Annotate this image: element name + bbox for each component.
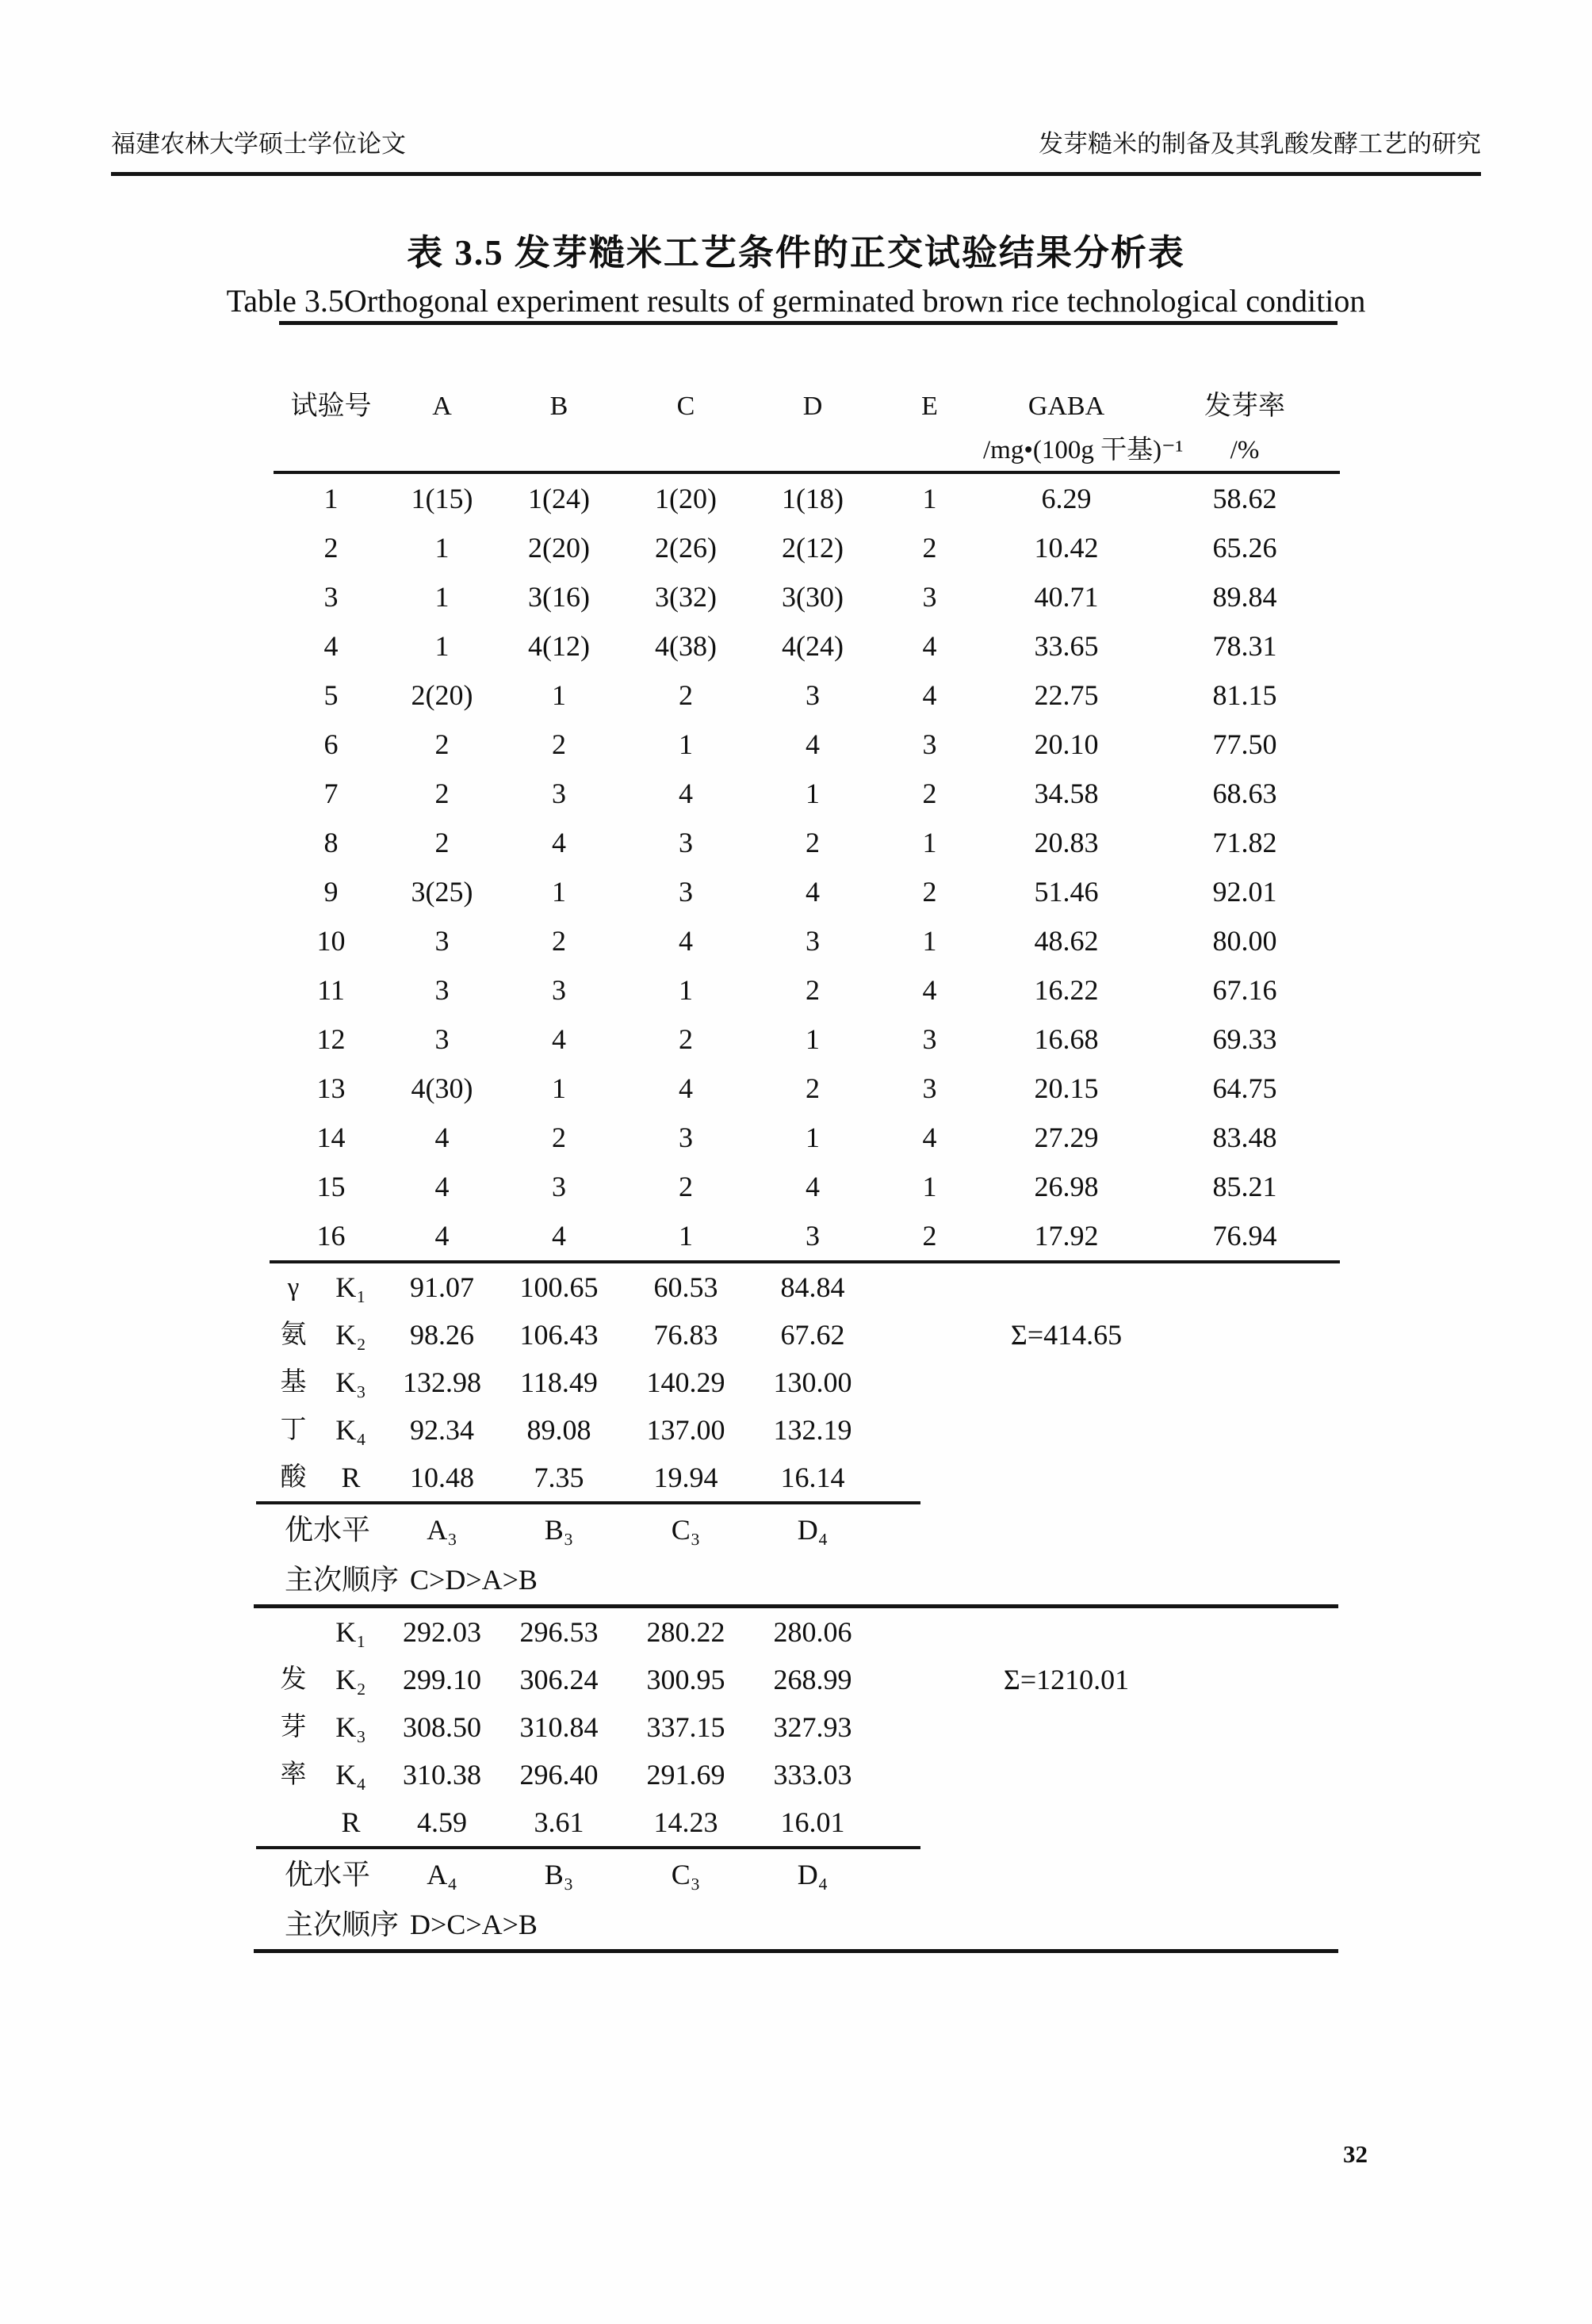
stat-value-cell: 19.94 (653, 1462, 718, 1493)
sigma-cell (983, 1359, 1150, 1406)
stat-row (274, 1359, 1340, 1406)
value-cell: 2 (552, 1122, 566, 1153)
value-cell: 1 (552, 1072, 566, 1104)
value-cell: 4(24) (782, 630, 844, 662)
empty-cell (1150, 1454, 1340, 1501)
value-cell: 2 (806, 827, 820, 858)
value-cell: 4 (679, 1072, 693, 1104)
stat-value-cell: 140.29 (646, 1366, 725, 1398)
table-row (274, 1162, 1340, 1211)
empty-cell (876, 1406, 983, 1454)
stat-value-cell: 16.14 (780, 1462, 845, 1493)
k-label: K₃ (335, 1711, 366, 1743)
sigma-cell (983, 1703, 1150, 1751)
header-left-text: 福建农林大学硕士学位论文 (111, 130, 406, 158)
stat-value-cell: 300.95 (646, 1664, 725, 1695)
stat-value-cell: 327.93 (773, 1711, 852, 1743)
value-cell: 20.83 (1034, 827, 1099, 858)
table-row (274, 720, 1340, 769)
trial-number-cell: 6 (323, 728, 339, 760)
value-cell: 1 (806, 1122, 820, 1153)
title-rule (279, 321, 1338, 325)
value-cell: 3 (922, 581, 937, 613)
value-cell: 4(30) (411, 1072, 473, 1104)
trial-number-cell: 5 (323, 679, 339, 711)
value-cell: 2 (679, 1171, 693, 1202)
value-cell: 3 (434, 1023, 450, 1055)
stat-value-cell: 310.84 (519, 1711, 599, 1743)
value-cell: 3(32) (655, 581, 717, 613)
sigma-cell (983, 1798, 1150, 1846)
k-label: K₃ (335, 1366, 366, 1398)
table-body (274, 474, 1340, 1260)
value-cell: 78.31 (1212, 630, 1277, 662)
stat-value-cell: 291.69 (646, 1759, 725, 1791)
value-cell: 3(16) (528, 581, 590, 613)
stat-row (274, 1406, 1340, 1454)
empty-cell (1150, 1359, 1340, 1406)
trial-number-cell: 15 (316, 1171, 346, 1202)
order-value: D>C>A>B (410, 1909, 538, 1940)
section-vertical-label-char: 丁 (280, 1416, 307, 1444)
germination-unit-label: /% (1230, 436, 1260, 464)
gaba-unit-label: /mg•(100g 干基)⁻¹ (983, 436, 1184, 464)
stat-value-cell: 92.34 (410, 1414, 474, 1446)
value-cell: 4 (922, 679, 937, 711)
stat-value-cell: 4.59 (417, 1806, 467, 1838)
k-label: K₁ (335, 1271, 366, 1303)
sigma-cell: Σ=414.65 (1010, 1319, 1123, 1351)
column-header-d: D (802, 392, 823, 421)
stat-value-cell: 10.48 (410, 1462, 474, 1493)
value-cell: 4 (552, 827, 566, 858)
value-cell: 3 (552, 974, 566, 1006)
stat-value-cell: 296.53 (519, 1616, 599, 1648)
unit-header-row (274, 434, 1340, 471)
value-cell: 3 (679, 827, 693, 858)
table-row (274, 916, 1340, 965)
stat-value-cell: 292.03 (403, 1616, 481, 1648)
value-cell: 6.29 (1041, 483, 1092, 514)
value-cell: 1 (922, 483, 937, 514)
column-header-c: C (676, 392, 695, 421)
stat-row-header (274, 1359, 388, 1406)
empty-cell (876, 1263, 983, 1311)
stat-value-cell: 337.15 (646, 1711, 725, 1743)
stat-value-cell: 100.65 (519, 1271, 599, 1303)
stat-value-cell: 118.49 (520, 1366, 598, 1398)
section-vertical-label-char (274, 1798, 313, 1846)
optimal-level-label: 优水平 (285, 1859, 371, 1890)
trial-number-cell: 4 (323, 630, 339, 662)
table-row (274, 621, 1340, 671)
value-cell: 4 (806, 876, 820, 908)
stat-row (274, 1798, 1340, 1846)
value-cell: 3 (552, 778, 566, 809)
column-header-row (274, 373, 1340, 434)
stat-row (274, 1703, 1340, 1751)
optimal-level-c: C₃ (671, 1859, 701, 1890)
order-value: C>D>A>B (410, 1564, 538, 1596)
value-cell: 1 (552, 679, 566, 711)
stat-value-cell: 16.01 (780, 1806, 845, 1838)
value-cell: 2 (552, 728, 566, 760)
value-cell: 3 (679, 1122, 693, 1153)
empty-cell (1150, 1406, 1340, 1454)
stat-row-header (274, 1798, 388, 1846)
value-cell: 16.22 (1034, 974, 1099, 1006)
table-title-english: Table 3.5Orthogonal experiment results of germinated brown rice technological condition (226, 283, 1366, 319)
value-cell: 2 (679, 679, 693, 711)
stat-row (274, 1751, 1340, 1798)
value-cell: 2 (679, 1023, 693, 1055)
column-header-trial: 试验号 (290, 392, 372, 421)
value-cell: 34.58 (1034, 778, 1099, 809)
table-row (274, 671, 1340, 720)
order-label: 主次顺序 (285, 1909, 400, 1940)
value-cell: 4 (679, 925, 693, 957)
stat-row-header (274, 1608, 388, 1656)
stat-value-cell: 306.24 (519, 1664, 599, 1695)
value-cell: 16.68 (1034, 1023, 1099, 1055)
value-cell: 4 (434, 1171, 450, 1202)
value-cell: 3 (922, 728, 937, 760)
value-cell: 1 (434, 630, 450, 662)
value-cell: 2 (922, 778, 937, 809)
value-cell: 3 (806, 679, 820, 711)
value-cell: 1(18) (782, 483, 844, 514)
value-cell: 3(30) (782, 581, 844, 613)
value-cell: 92.01 (1212, 876, 1277, 908)
trial-number-cell: 7 (323, 778, 339, 809)
stat-row-header (274, 1454, 388, 1501)
value-cell: 80.00 (1212, 925, 1277, 957)
stat-value-cell: 60.53 (653, 1271, 718, 1303)
stat-value-cell: 3.61 (534, 1806, 584, 1838)
k-label: K₄ (335, 1759, 366, 1791)
value-cell: 4 (434, 1122, 450, 1153)
optimal-level-d: D₄ (797, 1514, 829, 1546)
section-vertical-label-char: 发 (280, 1665, 307, 1694)
value-cell: 1 (434, 532, 450, 564)
value-cell: 1 (679, 1220, 693, 1252)
optimal-level-b: B₃ (544, 1514, 574, 1546)
value-cell: 81.15 (1212, 679, 1277, 711)
value-cell: 2 (434, 728, 450, 760)
stat-value-cell: 280.06 (773, 1616, 852, 1648)
stat-value-cell: 67.62 (780, 1319, 845, 1351)
stat-row-header (274, 1703, 388, 1751)
empty-cell (1150, 1656, 1340, 1703)
value-cell: 77.50 (1212, 728, 1277, 760)
stat-row (274, 1656, 1340, 1703)
value-cell: 71.82 (1212, 827, 1277, 858)
sigma-cell (983, 1751, 1150, 1798)
trial-number-cell: 3 (323, 581, 339, 613)
stat-value-cell: 296.40 (519, 1759, 599, 1791)
stat-row-header (274, 1751, 388, 1798)
stat-value-cell: 130.00 (773, 1366, 852, 1398)
gaba-optimal-row (274, 1504, 1340, 1555)
stat-row (274, 1311, 1340, 1359)
value-cell: 2 (552, 925, 566, 957)
empty-cell (1150, 1608, 1340, 1656)
stat-value-cell: 268.99 (773, 1664, 852, 1695)
value-cell: 3 (922, 1072, 937, 1104)
table-row (274, 867, 1340, 916)
germination-order-row (274, 1900, 1340, 1949)
table-row (274, 769, 1340, 818)
order-label: 主次顺序 (285, 1564, 400, 1596)
sigma-cell (983, 1454, 1150, 1501)
value-cell: 26.98 (1034, 1171, 1099, 1202)
value-cell: 4 (806, 728, 820, 760)
value-cell: 4 (922, 630, 937, 662)
gaba-order-row (274, 1555, 1340, 1604)
stat-value-cell: 89.08 (526, 1414, 591, 1446)
empty-cell (876, 1798, 983, 1846)
value-cell: 4 (679, 778, 693, 809)
value-cell: 2 (922, 876, 937, 908)
column-header-b: B (549, 392, 568, 421)
germination-stats-section (274, 1608, 1340, 1846)
stat-value-cell: 14.23 (653, 1806, 718, 1838)
stat-row-header (274, 1406, 388, 1454)
value-cell: 2(20) (411, 679, 473, 711)
value-cell: 2 (434, 827, 450, 858)
sigma-cell: Σ=1210.01 (1003, 1664, 1130, 1695)
value-cell: 10.42 (1034, 532, 1099, 564)
trial-number-cell: 11 (317, 974, 345, 1006)
optimal-level-c: C₃ (671, 1514, 701, 1546)
trial-number-cell: 1 (323, 483, 339, 514)
stat-row (274, 1263, 1340, 1311)
value-cell: 1 (679, 974, 693, 1006)
value-cell: 2(20) (528, 532, 590, 564)
value-cell: 1 (922, 827, 937, 858)
column-header-germination: 发芽率 (1204, 392, 1285, 421)
value-cell: 1 (434, 581, 450, 613)
table-row (274, 1211, 1340, 1260)
optimal-level-b: B₃ (544, 1859, 574, 1890)
empty-cell (876, 1311, 983, 1359)
k-label: K₂ (335, 1319, 366, 1351)
empty-cell (876, 1359, 983, 1406)
value-cell: 3 (552, 1171, 566, 1202)
trial-number-cell: 10 (316, 925, 346, 957)
value-cell: 4 (806, 1171, 820, 1202)
section-vertical-label-char (274, 1608, 313, 1656)
value-cell: 3 (679, 876, 693, 908)
stat-value-cell: 132.98 (403, 1366, 481, 1398)
trial-number-cell: 12 (316, 1023, 346, 1055)
value-cell: 27.29 (1034, 1122, 1099, 1153)
value-cell: 67.16 (1212, 974, 1277, 1006)
stat-value-cell: 333.03 (773, 1759, 852, 1791)
germination-optimal-row (274, 1849, 1340, 1900)
stat-value-cell: 98.26 (410, 1319, 474, 1351)
value-cell: 17.92 (1034, 1220, 1099, 1252)
column-header-a: A (432, 392, 452, 421)
value-cell: 69.33 (1212, 1023, 1277, 1055)
column-header-e: E (921, 392, 938, 421)
optimal-level-label: 优水平 (285, 1514, 371, 1546)
stat-value-cell: 137.00 (646, 1414, 725, 1446)
section-vertical-label-char: 氨 (280, 1321, 307, 1349)
value-cell: 1 (922, 1171, 937, 1202)
k-label: R (341, 1462, 361, 1493)
trial-number-cell: 8 (323, 827, 339, 858)
section-vertical-label-char: 酸 (280, 1463, 307, 1492)
table-row (274, 474, 1340, 523)
stat-value-cell: 310.38 (403, 1759, 481, 1791)
trial-number-cell: 14 (316, 1122, 346, 1153)
stat-row (274, 1608, 1340, 1656)
stat-value-cell: 280.22 (646, 1616, 725, 1648)
gaba-stats-section (274, 1263, 1340, 1501)
value-cell: 2(26) (655, 532, 717, 564)
trial-number-cell: 16 (316, 1220, 346, 1252)
table-row (274, 1015, 1340, 1064)
value-cell: 4 (922, 974, 937, 1006)
value-cell: 1 (679, 728, 693, 760)
table-row (274, 523, 1340, 572)
value-cell: 2 (806, 974, 820, 1006)
value-cell: 1 (806, 778, 820, 809)
value-cell: 4(38) (655, 630, 717, 662)
value-cell: 1 (922, 925, 937, 957)
value-cell: 48.62 (1034, 925, 1099, 957)
table-row (274, 572, 1340, 621)
value-cell: 85.21 (1212, 1171, 1277, 1202)
section-vertical-label-char: 基 (280, 1368, 307, 1397)
trial-number-cell: 13 (316, 1072, 346, 1104)
page-number: 32 (1343, 2140, 1368, 2168)
value-cell: 3(25) (411, 876, 473, 908)
stat-value-cell: 91.07 (410, 1271, 474, 1303)
stat-row (274, 1454, 1340, 1501)
value-cell: 2 (806, 1072, 820, 1104)
stat-value-cell: 299.10 (403, 1664, 481, 1695)
value-cell: 65.26 (1212, 532, 1277, 564)
value-cell: 89.84 (1212, 581, 1277, 613)
section-vertical-label-char: 芽 (280, 1713, 307, 1741)
stat-value-cell: 84.84 (780, 1271, 845, 1303)
header-right-text: 发芽糙米的制备及其乳酸发酵工艺的研究 (1039, 130, 1481, 158)
orthogonal-table (274, 373, 1340, 1953)
value-cell: 33.65 (1034, 630, 1099, 662)
sigma-cell (983, 1263, 1150, 1311)
table-header (274, 373, 1340, 474)
stat-value-cell: 132.19 (773, 1414, 852, 1446)
value-cell: 2 (434, 778, 450, 809)
value-cell: 1(24) (528, 483, 590, 514)
optimal-level-a: A₃ (427, 1514, 457, 1546)
empty-cell (876, 1454, 983, 1501)
empty-cell (876, 1656, 983, 1703)
value-cell: 2(12) (782, 532, 844, 564)
column-header-gaba: GABA (1028, 392, 1105, 421)
value-cell: 40.71 (1034, 581, 1099, 613)
empty-cell (1150, 1798, 1340, 1846)
stat-row-header (274, 1311, 388, 1359)
stat-value-cell: 76.83 (653, 1319, 718, 1351)
value-cell: 64.75 (1212, 1072, 1277, 1104)
stat-value-cell: 7.35 (534, 1462, 584, 1493)
trial-number-cell: 2 (323, 532, 339, 564)
k-label: K₂ (335, 1664, 366, 1695)
stat-value-cell: 106.43 (519, 1319, 599, 1351)
optimal-level-a: A₄ (427, 1859, 457, 1890)
value-cell: 4 (552, 1023, 566, 1055)
k-label: K₁ (335, 1616, 366, 1648)
page-header (111, 124, 1481, 176)
value-cell: 4 (552, 1220, 566, 1252)
value-cell: 3 (434, 974, 450, 1006)
value-cell: 68.63 (1212, 778, 1277, 809)
value-cell: 51.46 (1034, 876, 1099, 908)
table-row (274, 1064, 1340, 1113)
value-cell: 1 (806, 1023, 820, 1055)
value-cell: 3 (806, 925, 820, 957)
empty-cell (876, 1703, 983, 1751)
value-cell: 3 (434, 925, 450, 957)
value-cell: 4(12) (528, 630, 590, 662)
value-cell: 1(20) (655, 483, 717, 514)
stat-row-header (274, 1263, 388, 1311)
trial-number-cell: 9 (323, 876, 339, 908)
value-cell: 3 (806, 1220, 820, 1252)
value-cell: 2 (922, 1220, 937, 1252)
stat-row-header (274, 1656, 388, 1703)
k-label: K₄ (335, 1414, 366, 1446)
k-label: R (341, 1806, 361, 1838)
value-cell: 20.10 (1034, 728, 1099, 760)
section-vertical-label-char: γ (287, 1273, 300, 1302)
table-row (274, 1113, 1340, 1162)
section-vertical-label-char: 率 (280, 1760, 307, 1789)
value-cell: 2 (922, 532, 937, 564)
value-cell: 22.75 (1034, 679, 1099, 711)
value-cell: 76.94 (1212, 1220, 1277, 1252)
table-row (274, 965, 1340, 1015)
value-cell: 1(15) (411, 483, 473, 514)
value-cell: 83.48 (1212, 1122, 1277, 1153)
value-cell: 58.62 (1212, 483, 1277, 514)
empty-cell (1150, 1311, 1340, 1359)
sigma-cell (983, 1406, 1150, 1454)
empty-cell (1150, 1263, 1340, 1311)
empty-cell (876, 1751, 983, 1798)
sigma-cell (983, 1608, 1150, 1656)
table-bottom-rule (254, 1949, 1338, 1953)
value-cell: 3 (922, 1023, 937, 1055)
value-cell: 20.15 (1034, 1072, 1099, 1104)
table-title: 表 3.5 发芽糙米工艺条件的正交试验结果分析表 (407, 233, 1185, 273)
table-row (274, 818, 1340, 867)
value-cell: 4 (922, 1122, 937, 1153)
optimal-level-d: D₄ (797, 1859, 829, 1890)
value-cell: 4 (434, 1220, 450, 1252)
empty-cell (1150, 1751, 1340, 1798)
empty-cell (1150, 1703, 1340, 1751)
stat-value-cell: 308.50 (403, 1711, 481, 1743)
value-cell: 1 (552, 876, 566, 908)
empty-cell (876, 1608, 983, 1656)
